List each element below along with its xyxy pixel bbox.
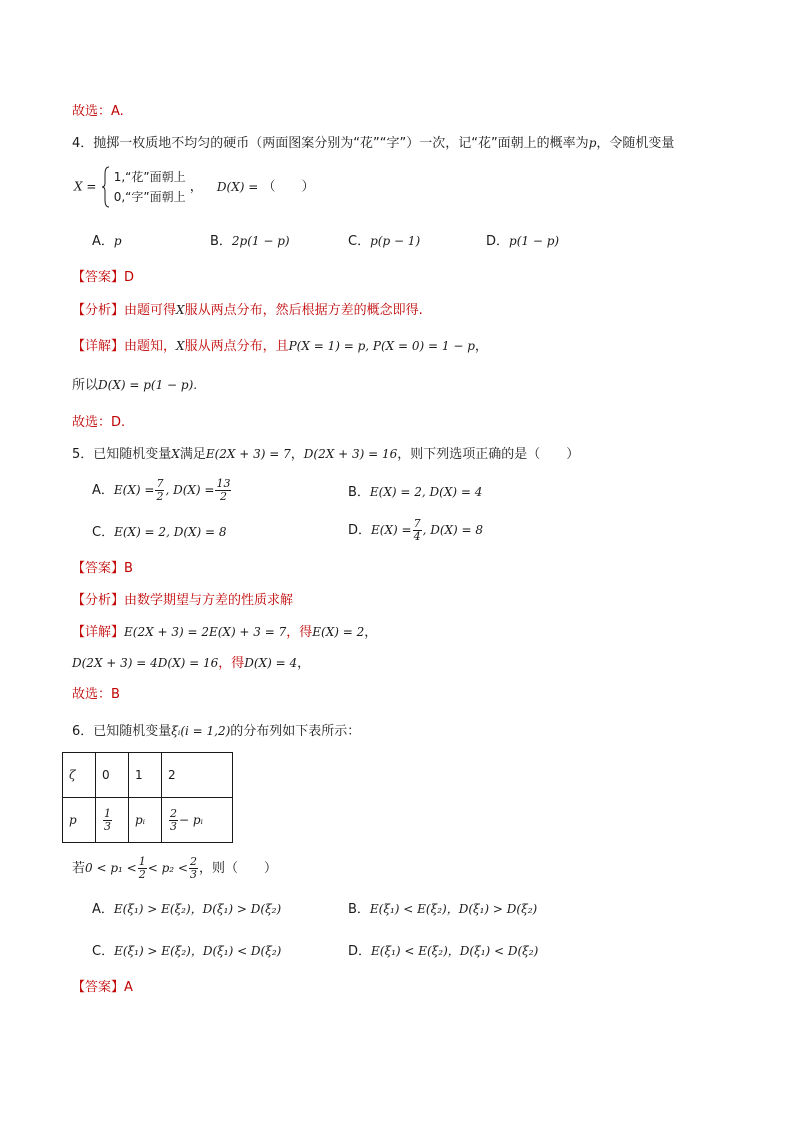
fraction: $\frac{7}{4}$ [413,517,421,543]
q5-option-d: D．E(X) = $\frac{7}{4}$ , D(X) = 8 [348,517,484,543]
q5-stem: 5．已知随机变量X满足E(2X + 3) = 7，D(2X + 3) = 16，则下列选项正确的是（ ） [72,447,580,462]
q5-conclusion: 故选：B [72,687,120,702]
fraction: $\frac{13}{2}$ [216,477,231,503]
q5-detail: 【详解】E(2X + 3) = 2E(X) + 3 = 7，得E(X) = 2， [72,625,378,640]
q4-option-d: D．p(1 − p) [486,234,560,249]
table-row [63,753,233,798]
q5-option-b: B．E(X) = 2, D(X) = 4 [348,485,483,500]
q5-option-c: C．E(X) = 2, D(X) = 8 [92,525,227,540]
fraction: $\frac{2}{3}$ [189,855,197,881]
q4-detail: 【详解】由题知，X服从两点分布，且P(X = 1) = p, P(X = 0) = 1 − p， [72,339,488,354]
q4-detail-line2: 所以D(X) = p(1 − p). [72,378,198,393]
q5-option-a: A．E(X) = $\frac{7}{2}$ , D(X) = $\frac{13}{2}$ [92,477,231,503]
table-cell: ζ [63,753,96,798]
q4-option-a: A．p [92,234,122,249]
table-row [63,798,233,843]
q6-option-d: D．E(ξ₁) < E(ξ₂)，D(ξ₁) < D(ξ₂) [348,944,539,959]
q6-condition: 若0 < p₁ < $\frac{1}{2}$ < p₂ < $\frac{2}{3}$ ，则（ ） [72,855,277,881]
q4-option-c: C．p(p − 1) [348,234,421,249]
q6-option-b: B．E(ξ₁) < E(ξ₂)，D(ξ₁) > D(ξ₂) [348,902,538,917]
table-cell: 0 [96,753,129,798]
table-cell: $\frac{2}{3}$ − pᵢ [162,798,233,843]
case-2: 0,“字”面朝上 [113,190,186,204]
table-cell [96,798,129,843]
q6-option-a: A．E(ξ₁) > E(ξ₂)，D(ξ₁) > D(ξ₂) [92,902,282,917]
table-cell: 1 [129,753,162,798]
table-cell: p [63,798,96,843]
q6-stem: 6．已知随机变量ξᵢ(i = 1,2)的分布列如下表所示： [72,724,361,739]
distribution-table [62,752,233,843]
q4-answer: 【答案】D [72,270,135,285]
q4-stem: 4．抛掷一枚质地不均匀的硬币（两面图案分别为“花”“字”）一次，记“花”面朝上的概率为p，令随机变量 [72,136,675,151]
q4-random-variable-def: X = 1,“花”面朝上 0,“字”面朝上 ， D(X) = （ ） [74,166,314,208]
fraction: $\frac{2}{3}$ [170,806,177,833]
table-cell: 2 [162,753,233,798]
q4-analysis: 【分析】由题可得X服从两点分布，然后根据方差的概念即得. [72,303,423,318]
q5-answer: 【答案】B [72,561,133,576]
brace-icon [101,166,110,208]
case-1: 1,“花”面朝上 [113,170,186,184]
fraction: $\frac{1}{2}$ [138,855,146,881]
q4-conclusion: 故选：D. [72,415,126,430]
fraction: $\frac{1}{3}$ [104,806,111,833]
q6-answer: 【答案】A [72,980,133,995]
table-cell: pᵢ [129,798,162,843]
q5-detail-line2: D(2X + 3) = 4D(X) = 16，得D(X) = 4， [72,656,311,671]
q6-option-c: C．E(ξ₁) > E(ξ₂)，D(ξ₁) < D(ξ₂) [92,944,282,959]
q4-option-b: B．2p(1 − p) [210,234,290,249]
fraction: $\frac{7}{2}$ [156,477,164,503]
q5-analysis: 【分析】由数学期望与方差的性质求解 [72,593,294,608]
q3-conclusion: 故选：A. [72,104,124,119]
